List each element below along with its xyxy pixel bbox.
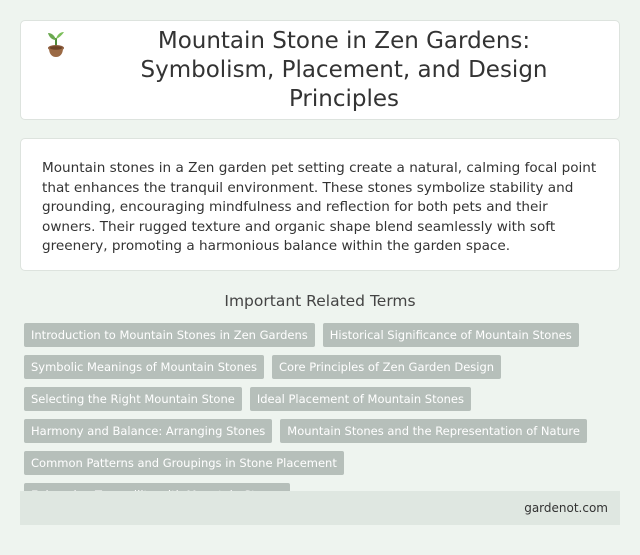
title-wrap: [41, 27, 599, 114]
related-terms-heading: Important Related Terms: [224, 292, 416, 310]
related-tag[interactable]: Common Patterns and Groupings in Stone Placement: [24, 451, 344, 475]
related-tag[interactable]: Ideal Placement of Mountain Stones: [250, 387, 471, 411]
related-tag[interactable]: Historical Significance of Mountain Stones: [323, 323, 579, 347]
related-tag[interactable]: Core Principles of Zen Garden Design: [272, 355, 501, 379]
footer: [20, 491, 620, 525]
page-title: Mountain Stone in Zen Gardens: Symbolism, Placement, and Design Principles: [140, 27, 548, 112]
related-tag[interactable]: Mountain Stones and the Representation of Nature: [280, 419, 587, 443]
related-tag[interactable]: Symbolic Meanings of Mountain Stones: [24, 355, 264, 379]
related-tag[interactable]: Selecting the Right Mountain Stone: [24, 387, 242, 411]
title-card: [20, 20, 620, 120]
related-tag[interactable]: Harmony and Balance: Arranging Stones: [24, 419, 272, 443]
sprout-icon: [41, 29, 71, 59]
related-tag[interactable]: Introduction to Mountain Stones in Zen Gardens: [24, 323, 315, 347]
summary-text: Mountain stones in a Zen garden pet setting create a natural, calming focal point that enhances the tranquil environment. These stones symbolize stability and grounding, encouraging mindfulness and reflection for both pets and their owners. Their rugged texture and organic shape blend seamlessly with soft greenery, promoting a harmonious balance within the garden space.: [42, 160, 597, 255]
summary-card: [20, 138, 620, 271]
related-tags: [20, 323, 620, 515]
footer-site-link[interactable]: gardenot.com: [524, 501, 608, 515]
